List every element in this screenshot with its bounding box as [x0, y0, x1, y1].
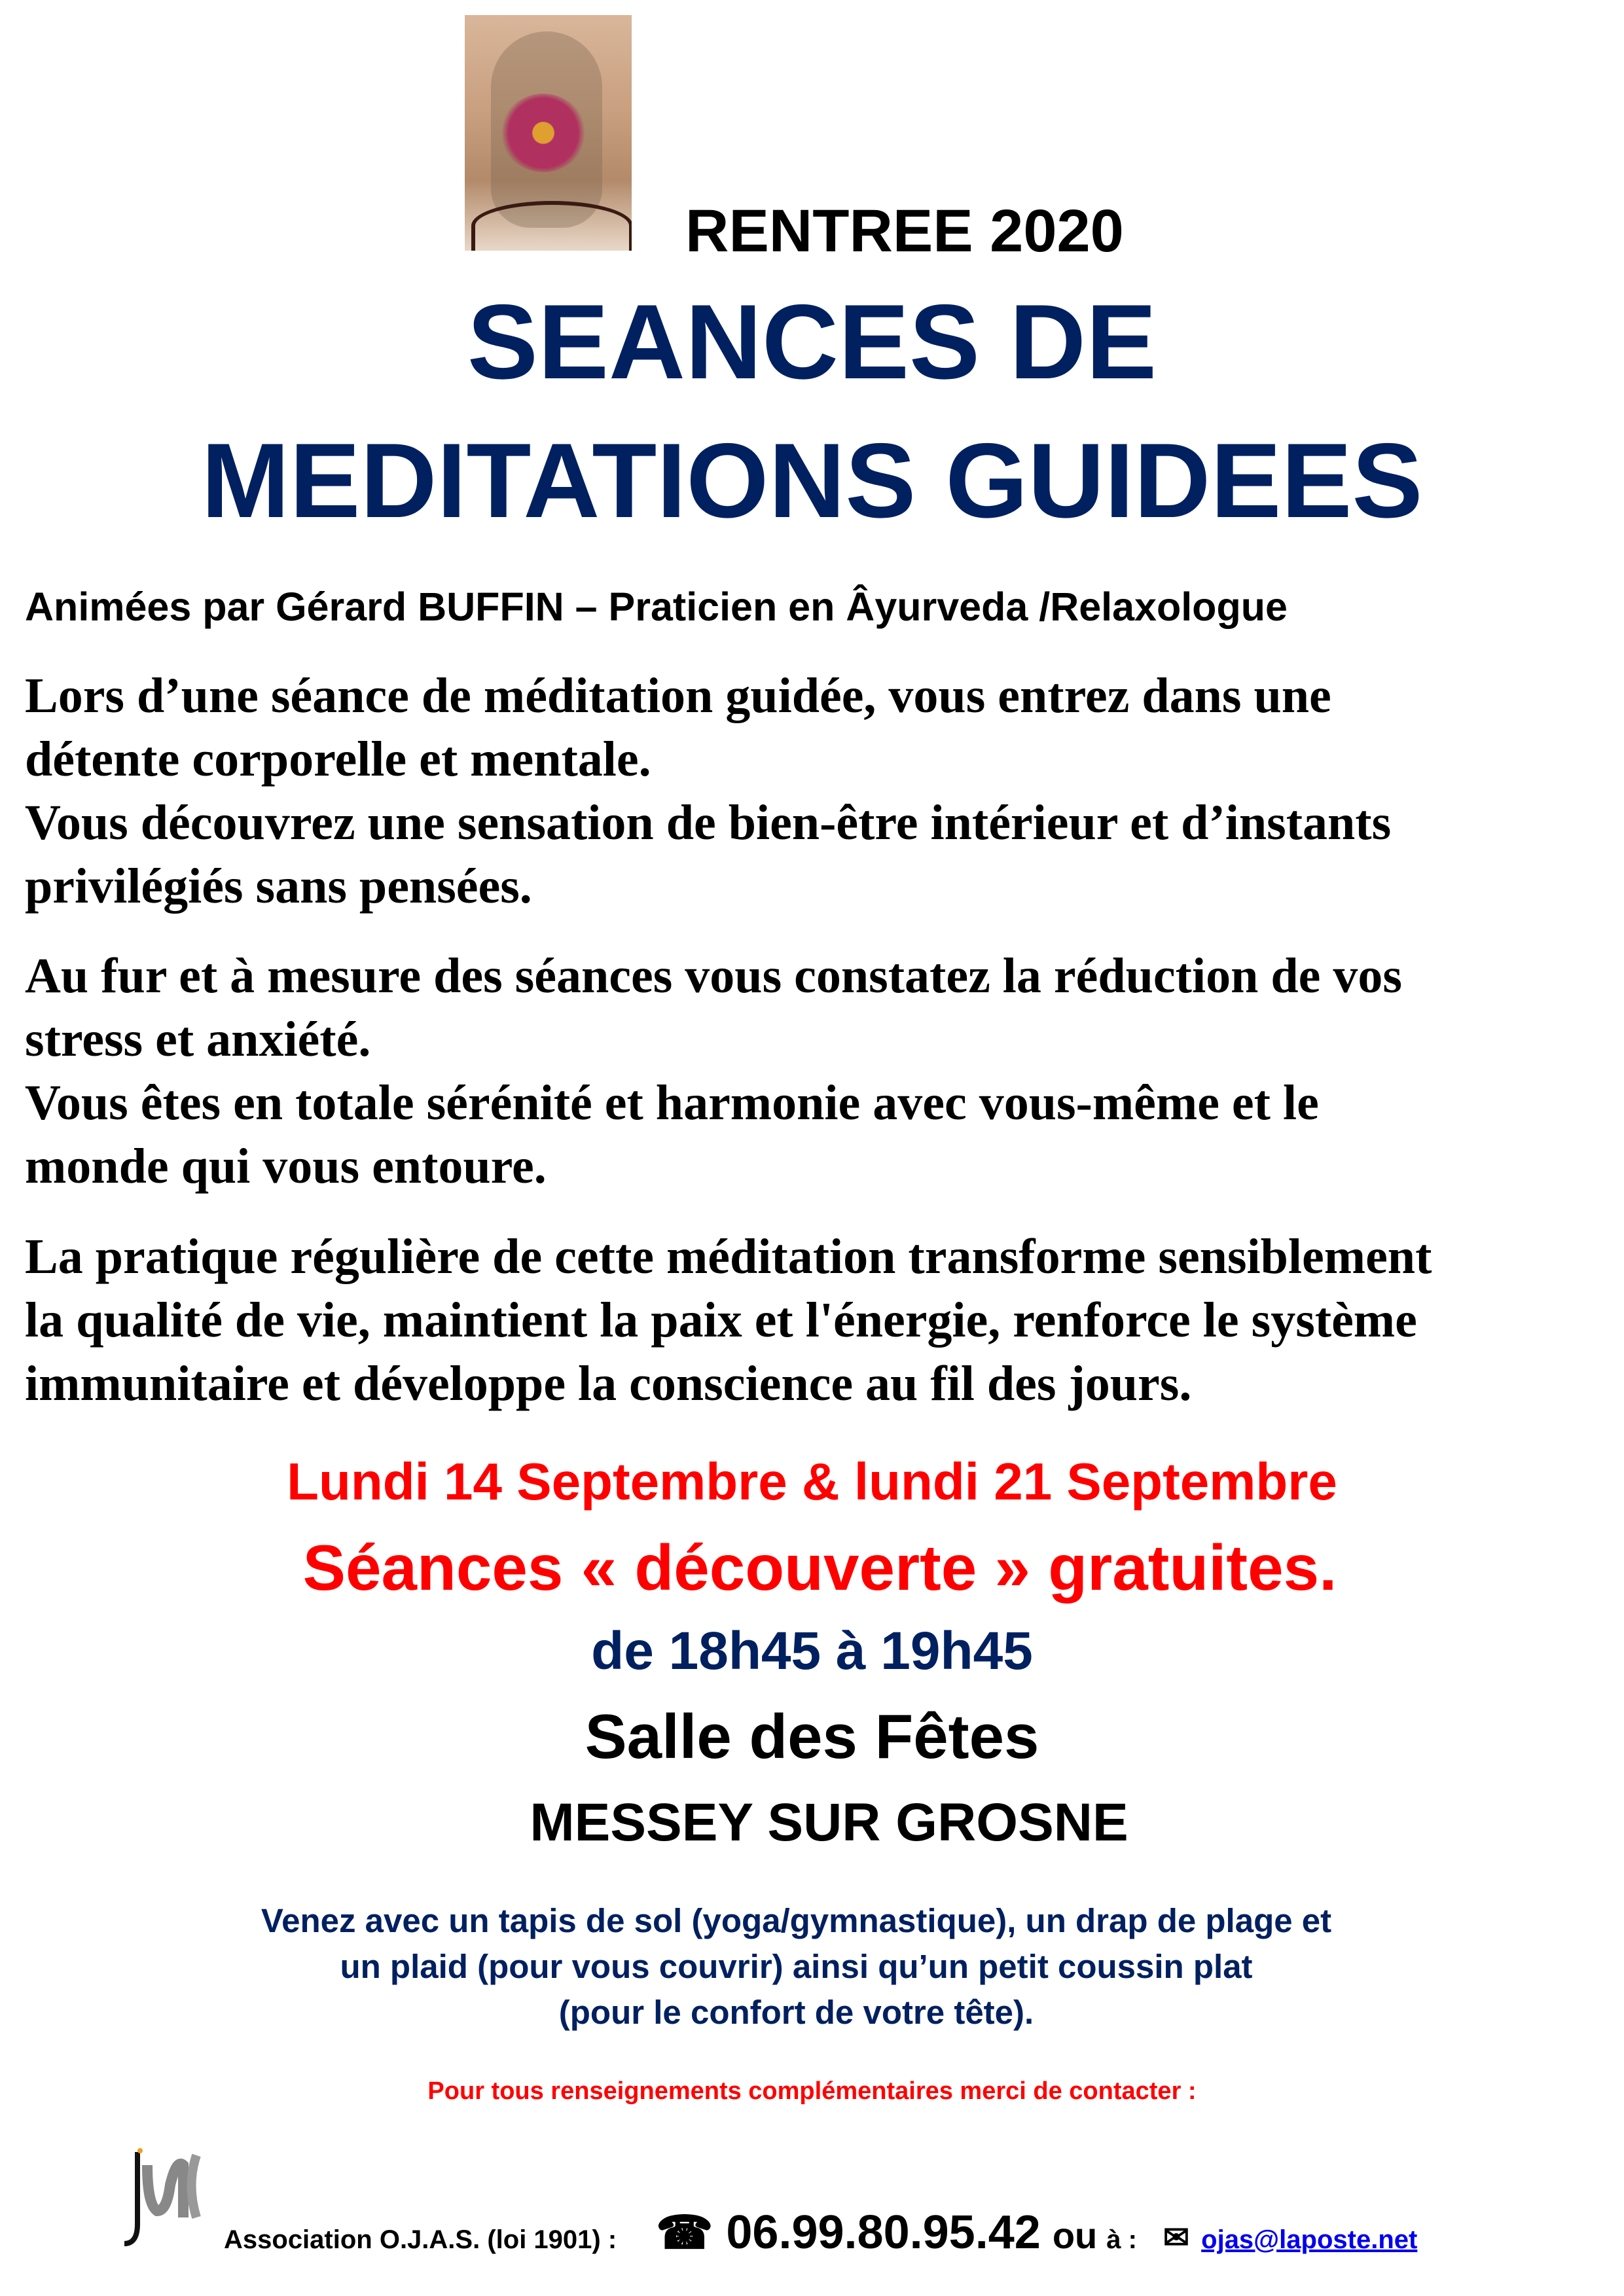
meditation-head-photo — [465, 15, 632, 251]
subtitle: RENTREE 2020 — [685, 198, 1124, 264]
text-line: un plaid (pour vous couvrir) ainsi qu’un petit coussin plat — [340, 1948, 1253, 1985]
text-line: Au fur et à mesure des séances vous constatez la réduction de vos — [25, 948, 1402, 1003]
email-icon: ✉ — [1163, 2221, 1190, 2255]
text-line: Vous découvrez une sensation de bien-être intérieur et d’instants — [25, 795, 1392, 850]
email-link[interactable]: ojas@laposte.net — [1201, 2225, 1418, 2254]
text-line: la qualité de vie, maintient la paix et l'énergie, renforce le système — [25, 1293, 1417, 1348]
at-text: à : — [1106, 2225, 1137, 2254]
phone-icon: ☎ — [656, 2207, 713, 2258]
text-line: Venez avec un tapis de sol (yoga/gymnastique), un drap de plage et — [261, 1902, 1332, 1939]
text-line: La pratique régulière de cette méditation transforme sensiblement — [25, 1229, 1432, 1284]
contact-intro: Pour tous renseignements complémentaires merci de contacter : — [427, 2077, 1197, 2105]
text-line: Lors d’une séance de méditation guidée, vous entrez dans une — [25, 668, 1331, 723]
phone-number[interactable]: 06.99.80.95.42 — [726, 2206, 1041, 2259]
paragraph-1 — [25, 664, 1391, 918]
presenter-line: Animées par Gérard BUFFIN – Praticien en Âyurveda /Relaxologue — [25, 584, 1288, 629]
ojas-logo — [118, 2145, 223, 2250]
title-line-2: MEDITATIONS GUIDEES — [201, 422, 1423, 540]
event-dates: Lundi 14 Septembre & lundi 21 Septembre — [287, 1452, 1337, 1511]
text-line: stress et anxiété. — [25, 1012, 371, 1067]
contact-footer — [224, 2206, 1417, 2259]
paragraph-2 — [25, 944, 1402, 1198]
what-to-bring — [0, 1898, 1608, 2036]
text-line: détente corporelle et mentale. — [25, 732, 651, 787]
paragraph-3 — [25, 1225, 1432, 1416]
or-text: ou — [1052, 2215, 1098, 2256]
text-line: Vous êtes en totale sérénité et harmonie avec vous-même et le — [25, 1075, 1319, 1130]
event-venue: Salle des Fêtes — [585, 1702, 1039, 1772]
event-town: MESSEY SUR GROSNE — [530, 1793, 1128, 1852]
text-line: privilégiés sans pensées. — [25, 859, 532, 914]
event-offer: Séances « découverte » gratuites. — [302, 1532, 1337, 1604]
text-line: immunitaire et développe la conscience au fil des jours. — [25, 1356, 1192, 1411]
title-line-1: SEANCES DE — [467, 283, 1157, 401]
association-name: Association O.J.A.S. (loi 1901) : — [224, 2225, 617, 2254]
event-time: de 18h45 à 19h45 — [591, 1621, 1033, 1681]
text-line: (pour le confort de votre tête). — [558, 1994, 1034, 2031]
text-line: monde qui vous entoure. — [25, 1139, 547, 1194]
